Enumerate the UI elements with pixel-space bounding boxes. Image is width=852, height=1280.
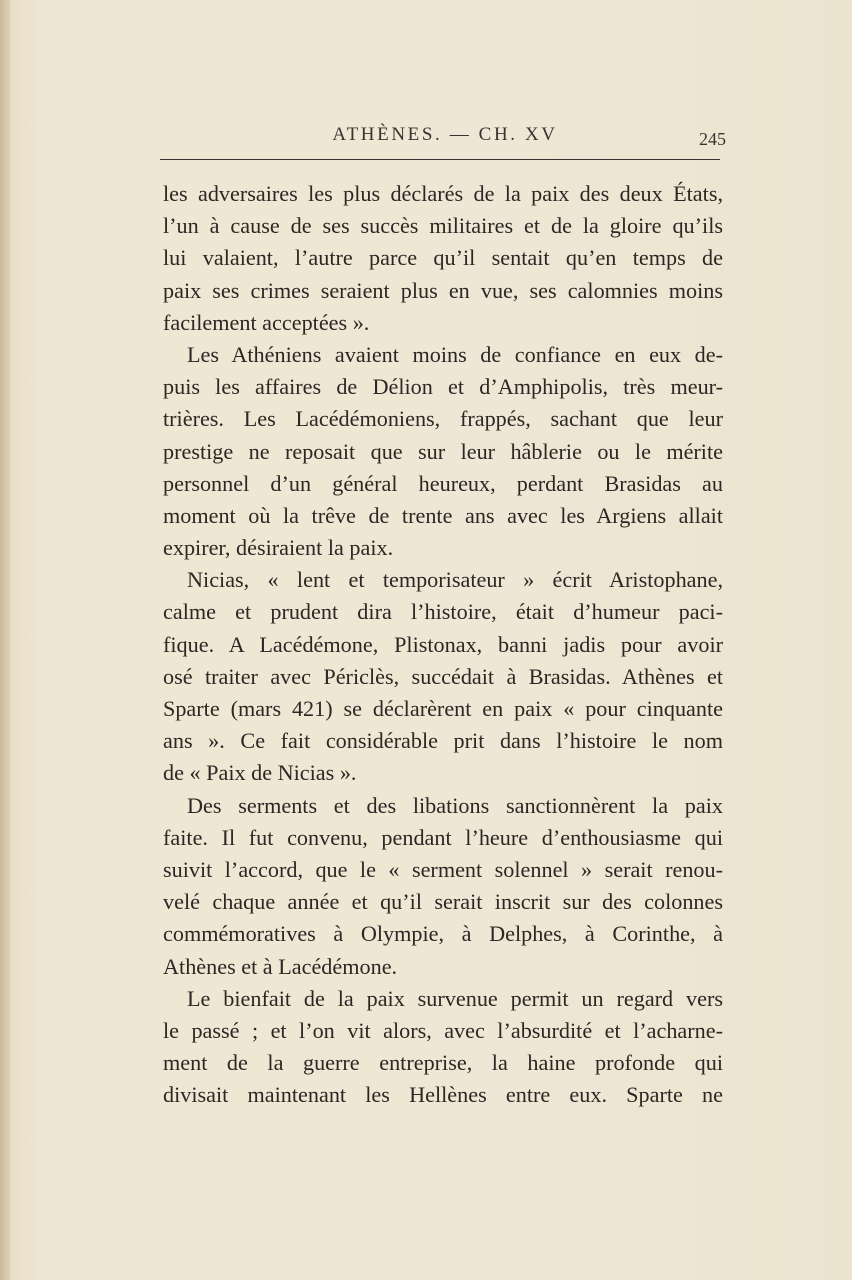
text-line: paix ses crimes seraient plus en vue, ses calomnies moins: [163, 277, 723, 303]
text-line: osé traiter avec Périclès, succédait à Brasidas. Athènes et: [163, 663, 723, 689]
text-line: de « Paix de Nicias ».: [163, 760, 357, 786]
text-line: commémoratives à Olympie, à Delphes, à Corinthe, à: [163, 921, 723, 947]
text-line: divisait maintenant les Hellènes entre eux. Sparte ne: [163, 1082, 723, 1108]
running-head: ATHÈNES. — CH. XV: [332, 124, 558, 145]
page-header: [160, 122, 726, 152]
text-line: Nicias, « lent et temporisateur » écrit Aristophane,: [187, 567, 723, 593]
text-line: Des serments et des libations sanctionnèrent la paix: [187, 792, 723, 818]
text-line: suivit l’accord, que le « serment solennel » serait renou-: [163, 856, 723, 882]
text-line: calme et prudent dira l’histoire, était d’humeur paci-: [163, 599, 723, 625]
text-line: velé chaque année et qu’il serait inscrit sur des colonnes: [163, 889, 723, 915]
page-number: 245: [699, 129, 726, 149]
text-line: Les Athéniens avaient moins de confiance en eux de-: [187, 341, 723, 367]
text-line: Le bienfait de la paix survenue permit un regard vers: [187, 985, 723, 1011]
text-line: personnel d’un général heureux, perdant Brasidas au: [163, 470, 723, 496]
text-line: ment de la guerre entreprise, la haine profonde qui: [163, 1050, 723, 1076]
text-line: fique. A Lacédémone, Plistonax, banni jadis pour avoir: [163, 631, 723, 657]
page-gutter-shadow: [0, 0, 10, 1280]
text-line: faite. Il fut convenu, pendant l’heure d’enthousiasme qui: [163, 824, 723, 850]
text-line: l’un à cause de ses succès militaires et de la gloire qu’ils: [163, 213, 723, 239]
text-line: expirer, désiraient la paix.: [163, 535, 394, 561]
text-line: lui valaient, l’autre parce qu’il sentait qu’en temps de: [163, 245, 723, 271]
text-line: trières. Les Lacédémoniens, frappés, sachant que leur: [163, 406, 723, 432]
text-line: ans ». Ce fait considérable prit dans l’histoire le nom: [163, 728, 723, 754]
text-line: moment où la trêve de trente ans avec les Argiens allait: [163, 502, 723, 528]
header-rule: [160, 159, 720, 160]
text-line: Athènes et à Lacédémone.: [163, 953, 398, 979]
text-line: puis les affaires de Délion et d’Amphipolis, très meur-: [163, 374, 723, 400]
text-line: les adversaires les plus déclarés de la paix des deux États,: [163, 181, 723, 206]
text-line: prestige ne reposait que sur leur hâblerie ou le mérite: [163, 438, 723, 464]
text-line: facilement acceptées ».: [163, 309, 370, 335]
body-text: [163, 178, 723, 1111]
text-line: Sparte (mars 421) se déclarèrent en paix « pour cinquante: [163, 696, 723, 721]
text-line: le passé ; et l’on vit alors, avec l’absurdité et l’acharne-: [163, 1017, 723, 1043]
